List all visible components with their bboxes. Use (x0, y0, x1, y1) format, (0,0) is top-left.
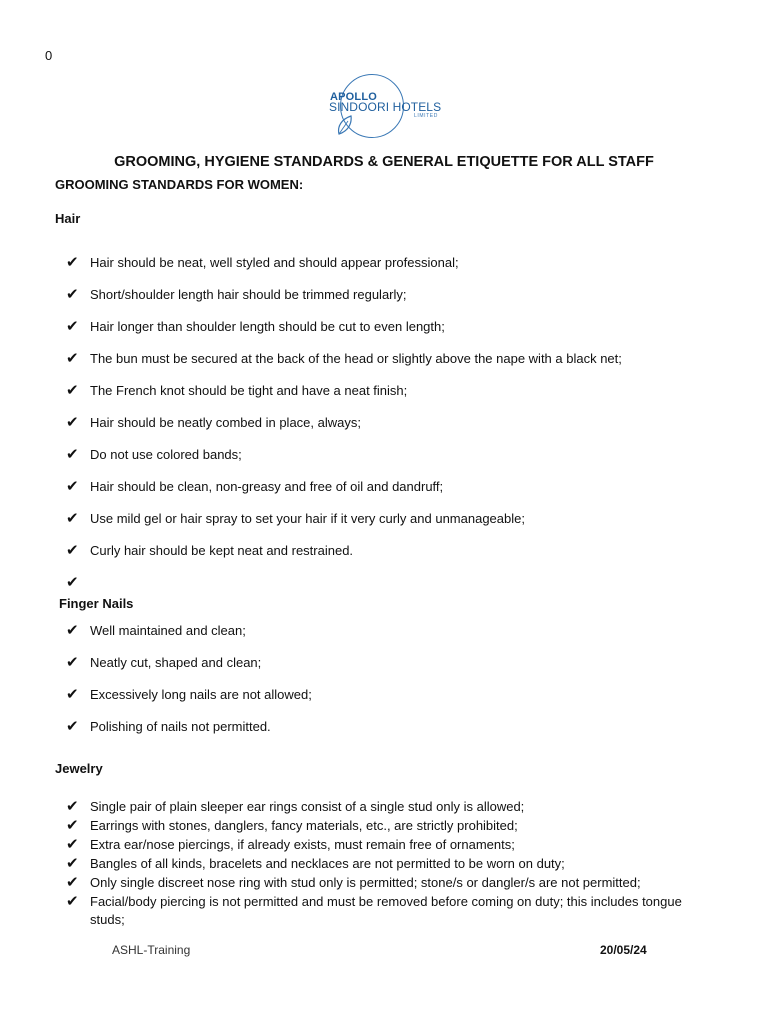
checkmark-icon: ✔ (66, 718, 79, 735)
hair-list (66, 254, 622, 591)
list-item-text: Single pair of plain sleeper ear rings consist of a single stud only is allowed; (90, 799, 525, 814)
list-item-text: The bun must be secured at the back of the head or slightly above the nape with a black net; (90, 351, 622, 366)
checkmark-icon: ✔ (66, 622, 79, 639)
checkmark-icon: ✔ (66, 318, 79, 335)
subtitle: GROOMING STANDARDS FOR WOMEN: (55, 177, 304, 192)
checkmark-icon: ✔ (66, 286, 79, 303)
jewelry-list (66, 798, 706, 930)
checkmark-icon: ✔ (66, 817, 79, 834)
list-item-text: Only single discreet nose ring with stud only is permitted; stone/s or dangler/s are not permitted; (90, 875, 641, 890)
checkmark-icon: ✔ (66, 654, 79, 671)
leaf-icon (336, 114, 354, 136)
list-item-text: The French knot should be tight and have a neat finish; (90, 383, 408, 398)
document-title: GROOMING, HYGIENE STANDARDS & GENERAL ETIQUETTE FOR ALL STAFF (114, 154, 654, 170)
footer-date: 20/05/24 (600, 943, 647, 957)
section-heading-jewelry: Jewelry (55, 761, 103, 776)
footer-training-label: ASHL-Training (112, 943, 191, 957)
list-item (66, 542, 622, 560)
list-item (66, 510, 622, 528)
list-item-text: Hair should be clean, non-greasy and free of oil and dandruff; (90, 479, 444, 494)
logo-text-sindoori-hotels: SINDOORI HOTELS (329, 100, 442, 114)
section-heading-finger-nails: Finger Nails (59, 596, 134, 611)
list-item-text: Hair should be neat, well styled and should appear professional; (90, 255, 459, 270)
list-item (66, 718, 312, 736)
section-heading-hair: Hair (55, 211, 81, 226)
logo-text-limited: LIMITED (414, 113, 438, 119)
list-item (66, 798, 706, 816)
checkmark-icon: ✔ (66, 874, 79, 891)
checkmark-icon: ✔ (66, 254, 79, 271)
checkmark-icon: ✔ (66, 542, 79, 559)
checkmark-icon: ✔ (66, 855, 79, 872)
list-item-text: Do not use colored bands; (90, 447, 242, 462)
list-item (66, 686, 312, 704)
list-item (66, 817, 706, 835)
checkmark-icon: ✔ (66, 350, 79, 367)
list-item-text: Bangles of all kinds, bracelets and necklaces are not permitted to be worn on duty; (90, 856, 565, 871)
checkmark-icon: ✔ (66, 414, 79, 431)
list-item-text: Curly hair should be kept neat and restrained. (90, 543, 354, 558)
list-item (66, 286, 622, 304)
list-item (66, 446, 622, 464)
list-item-text: Facial/body piercing is not permitted and must be removed before coming on duty; this includes tongue studs; (90, 894, 682, 927)
checkmark-icon: ✔ (66, 478, 79, 495)
list-item-text: Earrings with stones, danglers, fancy materials, etc., are strictly prohibited; (90, 818, 518, 833)
checkmark-icon: ✔ (66, 893, 79, 910)
list-item (66, 855, 706, 873)
list-item (66, 874, 706, 892)
list-item-text: Excessively long nails are not allowed; (90, 687, 312, 702)
checkmark-icon: ✔ (66, 836, 79, 853)
company-logo (326, 72, 446, 140)
list-item (66, 254, 622, 272)
list-item-text: Hair longer than shoulder length should be cut to even length; (90, 319, 445, 334)
list-item (66, 318, 622, 336)
list-item (66, 654, 312, 672)
list-item (66, 350, 622, 368)
checkmark-icon: ✔ (66, 798, 79, 815)
list-item (66, 622, 312, 640)
list-item-text: Hair should be neatly combed in place, always; (90, 415, 361, 430)
list-item-text: Short/shoulder length hair should be trimmed regularly; (90, 287, 407, 302)
list-item-text: Neatly cut, shaped and clean; (90, 655, 262, 670)
checkmark-icon: ✔ (66, 382, 79, 399)
list-item (66, 893, 706, 929)
checkmark-icon: ✔ (66, 446, 79, 463)
list-item (66, 382, 622, 400)
list-item-text: Polishing of nails not permitted. (90, 719, 271, 734)
list-item (66, 836, 706, 854)
list-item-text: Extra ear/nose piercings, if already exists, must remain free of ornaments; (90, 837, 515, 852)
list-item-text: Well maintained and clean; (90, 623, 246, 638)
checkmark-icon: ✔ (66, 510, 79, 527)
list-item-text: Use mild gel or hair spray to set your hair if it very curly and unmanageable; (90, 511, 525, 526)
list-item (66, 414, 622, 432)
logo-text-apollo: APOLLO (330, 91, 378, 103)
checkmark-icon: ✔ (66, 686, 79, 703)
page-number: 0 (45, 48, 53, 63)
list-item (66, 478, 622, 496)
nails-list (66, 622, 312, 750)
checkmark-icon: ✔ (66, 574, 79, 591)
